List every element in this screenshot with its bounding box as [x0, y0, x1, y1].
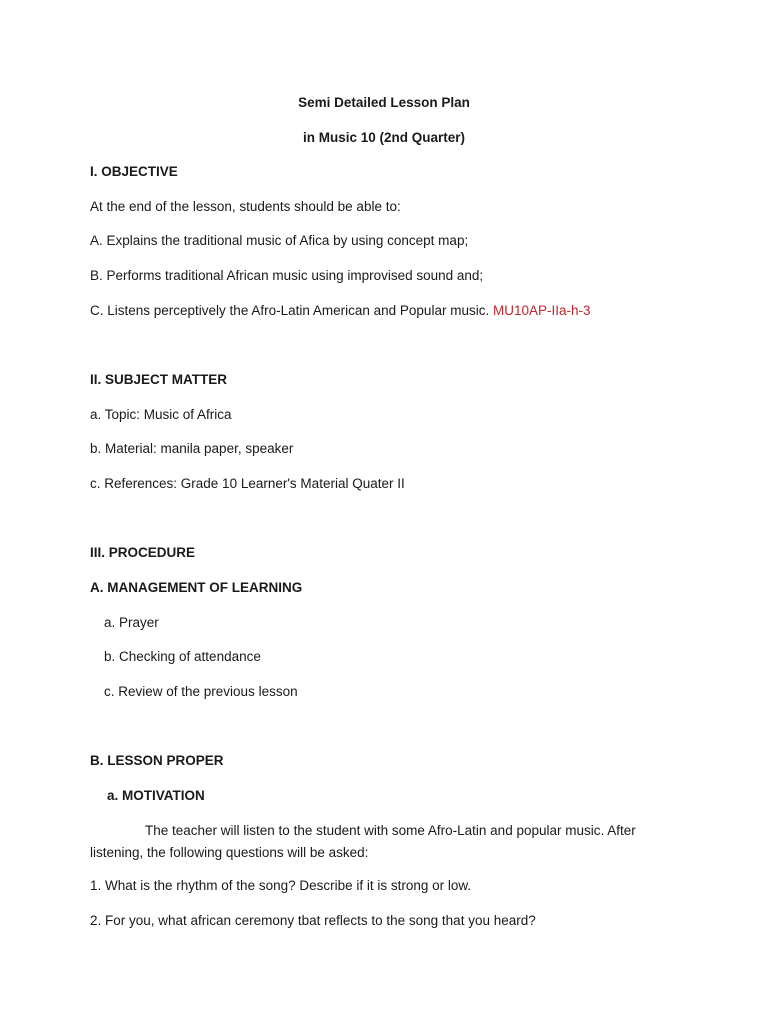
question-2: 2. For you, what african ceremony tbat reflects to the song that you heard?	[90, 913, 536, 928]
motivation-heading: a. MOTIVATION	[107, 788, 205, 803]
subject-references: c. References: Grade 10 Learner's Material Quater II	[90, 476, 405, 491]
competency-code: MU10AP-IIa-h-3	[492, 303, 591, 318]
subject-material: b. Material: manila paper, speaker	[90, 441, 294, 456]
document-subtitle: in Music 10 (2nd Quarter)	[302, 130, 466, 145]
management-prayer: a. Prayer	[104, 615, 159, 630]
question-1: 1. What is the rhythm of the song? Describe if it is strong or low.	[90, 878, 472, 893]
objective-intro: At the end of the lesson, students should be able to:	[90, 199, 401, 214]
management-attendance: b. Checking of attendance	[104, 649, 261, 664]
subject-matter-heading: II. SUBJECT MATTER	[90, 372, 228, 387]
lesson-proper-heading: B. LESSON PROPER	[90, 753, 224, 768]
objective-a: A. Explains the traditional music of Afica by using concept map;	[90, 233, 469, 248]
objective-c: C. Listens perceptively the Afro-Latin American and Popular music.	[90, 303, 490, 318]
objective-c-line	[90, 302, 591, 320]
motivation-text: The teacher will listen to the student with some Afro-Latin and popular music. After listening, the following questions will be asked:	[90, 823, 636, 860]
document-title: Semi Detailed Lesson Plan	[298, 95, 470, 110]
objective-b: B. Performs traditional African music using improvised sound and;	[90, 268, 484, 283]
management-heading: A. MANAGEMENT OF LEARNING	[90, 580, 303, 595]
management-review: c. Review of the previous lesson	[104, 684, 298, 699]
subject-topic: a. Topic: Music of Africa	[90, 407, 232, 422]
motivation-paragraph	[90, 820, 670, 864]
procedure-heading: III. PROCEDURE	[90, 545, 196, 560]
objective-heading: I. OBJECTIVE	[90, 164, 178, 179]
